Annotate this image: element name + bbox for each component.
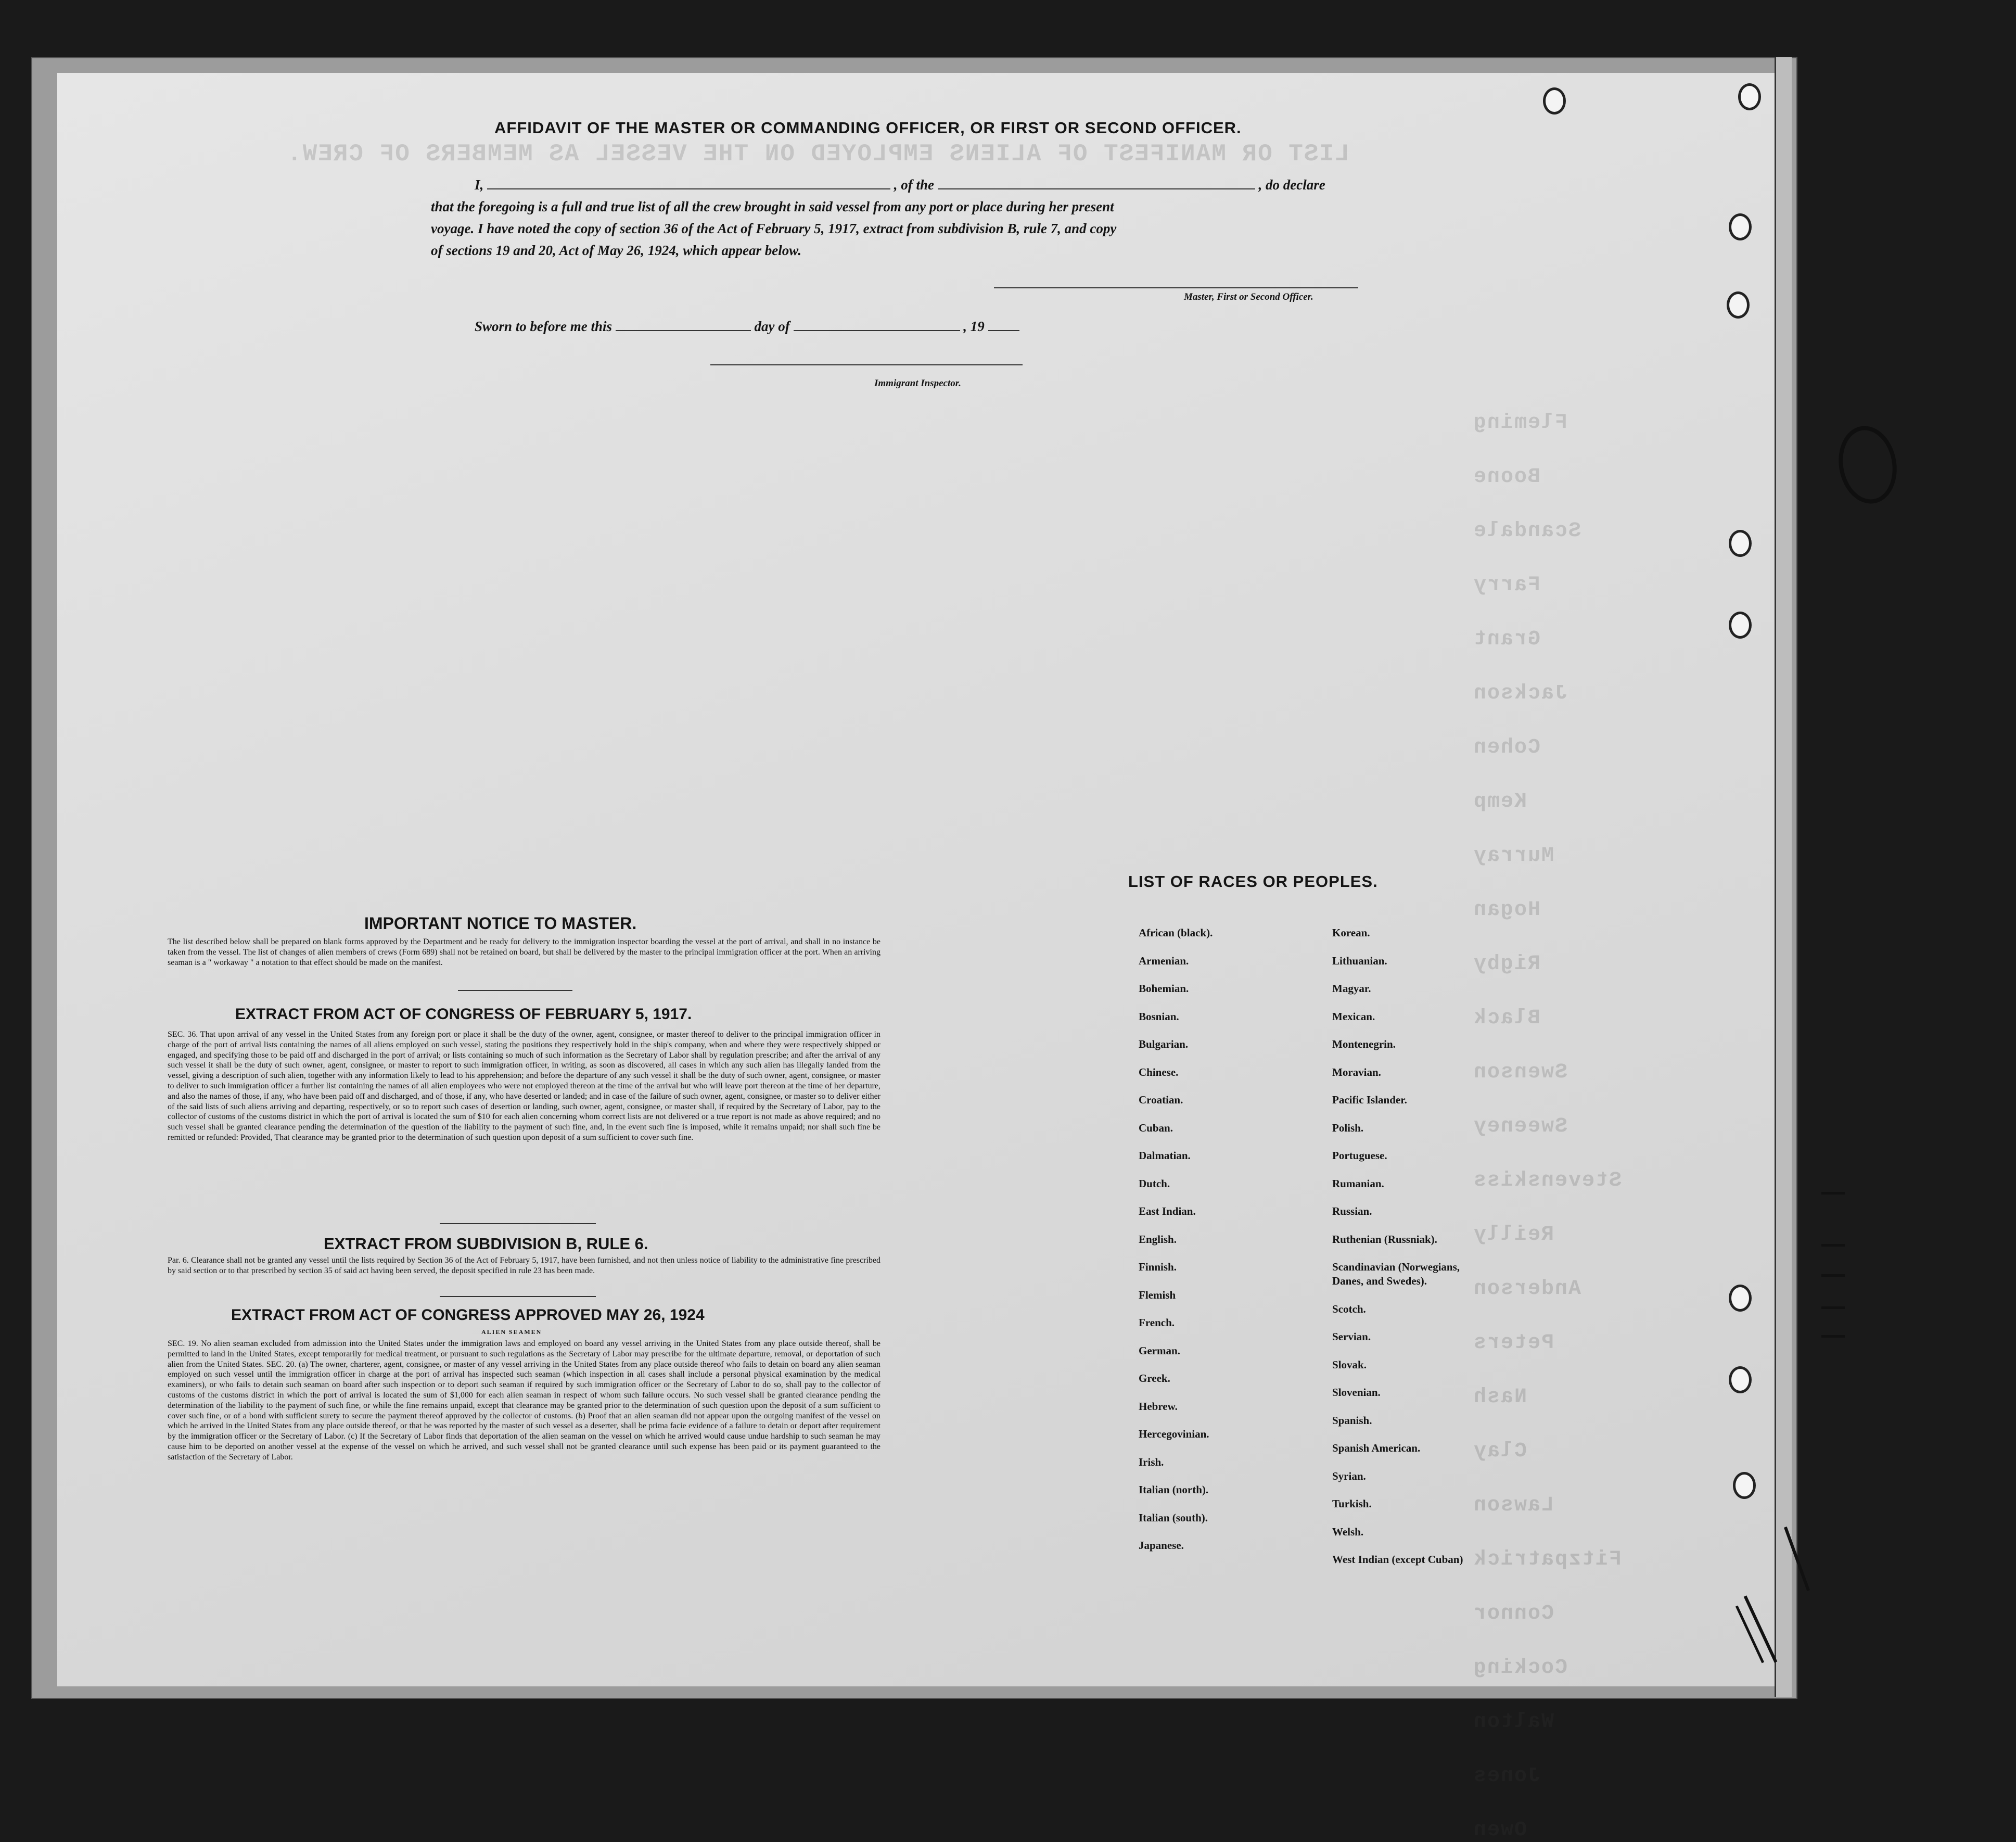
race-item: Mexican. [1332,1010,1375,1023]
race-item: Dutch. [1139,1177,1170,1190]
affidavit-line-1 [475,177,1325,193]
race-item: Montenegrin. [1332,1038,1396,1050]
divider [440,1223,596,1224]
race-item: Bohemian. [1139,982,1189,995]
divider [458,990,572,991]
bleedthrough-name: Murray [1473,844,1554,868]
sworn-month-field[interactable] [794,319,960,331]
race-item: Flemish [1139,1288,1176,1301]
sworn-line [475,319,1019,335]
bleedthrough-name: Sweeney [1473,1115,1568,1138]
race-item: Dalmatian. [1139,1149,1191,1162]
race-item: Italian (south). [1139,1511,1208,1524]
punch-hole [1729,612,1752,639]
declarant-name-field[interactable] [487,177,890,189]
bleedthrough-name: Owen [1473,1819,1527,1842]
extract-1917-body: SEC. 36. That upon arrival of any vessel in the United States from any foreign port or place it shall be the duty of the owner, agent, consignee, or master thereof to deliver to the principal immigration officer in charge of the port of arrival lists containing the names of all aliens employed on such vessel, stating the positions they respectively hold in the ship's company, when and where they were respectively shipped or engaged, and specifying those to be paid off and discharged in the port of arrival; or lists containing so much of such information as the Secretary of Labor shall by regulation prescribe; and after the arrival of any such vessel it shall be the duty of such owner, agent, consignee, or master to report to such immigration officer, in writing, as soon as discovered, all cases in which any such alien has illegally landed from the vessel, giving a description of such alien, together with any information likely to lead to his apprehension; and before the departure of any such vessel it shall be the duty of such owner, agent, consignee, or master to deliver to such immigration officer a further list containing the names of all alien employees who were not employed thereon at the time of the arrival but who will leave port thereon at the time of her departure, and also the names of those, if any, who have been paid off and discharged, and of those, if any, who have deserted or landed; and in case of the failure of such owner, agent, consignee, or master so to deliver either of the said lists of such aliens arriving and departing, respectively, or so to report such cases of desertion or landing, such owner, agent, consignee, or master shall, if required by the Secretary of Labor, pay to the collector of customs of the customs district in which the port of arrival is located the sum of $10 for each alien concerning whom correct lists are not delivered or a true report is not made as above required; and no such vessel shall be granted clearance pending the determination of the question of the liability to the payment of such fine, and, in the event such fine is imposed, while it remains unpaid; nor shall such fine be remitted or refunded: Provided, That clearance may be granted prior to the determination of such question upon deposit of a sum sufficient to cover such fine. [168,1030,881,1142]
rule6-title: EXTRACT FROM SUBDIVISION B, RULE 6. [324,1235,648,1253]
bleedthrough-name: Connor [1473,1602,1554,1625]
bleedthrough-name: Fitzpatrick [1473,1548,1622,1571]
tally-mark [1821,1306,1845,1309]
bleedthrough-name: Peters [1473,1331,1554,1355]
race-item: Korean. [1332,926,1370,939]
bleedthrough-name: Reilly [1473,1223,1554,1247]
bleedthrough-name: Walton [1473,1710,1554,1734]
race-item: Polish. [1332,1121,1364,1134]
affidavit-line-3: voyage. I have noted the copy of section 36 of the Act of February 5, 1917, extract from subdivision B, rule 7, and copy [431,221,1117,236]
race-item: Scandinavian (Norwegians, [1332,1261,1460,1273]
race-item: Cuban. [1139,1121,1173,1134]
race-item: Portuguese. [1332,1149,1387,1162]
race-item: Magyar. [1332,982,1371,995]
race-item: Lithuanian. [1332,954,1387,967]
bleedthrough-name: Boone [1473,465,1541,489]
bleedthrough-name: Jackson [1473,682,1568,705]
race-item: Bosnian. [1139,1010,1179,1023]
race-item: Welsh. [1332,1525,1364,1538]
bleedthrough-name: Black [1473,1007,1541,1030]
punch-hole [1738,83,1761,110]
extract-1924-title: EXTRACT FROM ACT OF CONGRESS APPROVED MAY 26, 1924 [231,1306,705,1324]
master-signature-field[interactable] [994,287,1358,288]
affidavit-line-2: that the foregoing is a full and true list of all the crew brought in said vessel from any port or place during her present [431,199,1114,214]
race-item: Russian. [1332,1205,1372,1217]
bleedthrough-name: Farry [1473,574,1541,597]
race-item: Italian (north). [1139,1483,1209,1496]
bleedthrough-name: Rigby [1473,952,1541,976]
divider [440,1296,596,1297]
tally-mark [1821,1335,1845,1338]
race-item: Syrian. [1332,1469,1366,1482]
extract-1924-body: SEC. 19. No alien seaman excluded from admission into the United States under the immigration laws and employed on board any vessel arriving in the United States from any place outside thereof, shall be permitted to land in the United States, except temporarily for medical treatment, or pursuant to such regulations as the Secretary of Labor may prescribe for the ultimate departure, removal, or deportation of such alien from the United States. SEC. 20. (a) The owner, charterer, agent, consignee, or master of any vessel arriving in the United States from any place outside thereof who fails to detain on board any alien seaman employed on such vessel until the immigration officer in charge at the port of arrival has inspected such seaman (which inspection in all cases shall include a personal physical examination by the medical examiners), or who fails to detain such seaman on board after such inspection or to deport such seaman if required by such immigration officer or the Secretary of Labor to do so, shall pay to the collector of customs of the customs district in which the port of arrival is located the sum of $1,000 for each alien seaman in respect of whom such failure occurs. No such vessel shall be granted clearance pending the determination of the liability to the payment of such fine, or while the fine remains unpaid, except that clearance may be granted prior to the determination of such question upon the deposit of a sum sufficient to cover such fine, or of a bond with sufficient surety to secure the payment thereof approved by the collector of customs. (b) Proof that an alien seaman did not appear upon the outgoing manifest of the vessel on which he arrived in the United States from any place outside thereof, or that he was reported by the master of such vessel as a deserter, shall be prima facie evidence of a failure to detain or deport after requirement by the immigration officer or the Secretary of Labor. (c) If the Secretary of Labor finds that deportation of the alien seaman on the vessel on which he arrived would cause undue hardship to such seaman he may cause him to be deported on another vessel at the expense of the vessel on which he arrived, and such vessel shall not be granted clearance until such expense has been paid or its payment guaranteed to the satisfaction of the Secretary of Labor. [168,1339,881,1462]
races-title: LIST OF RACES OR PEOPLES. [1128,872,1378,891]
handwritten-zero-mark [1833,422,1903,509]
race-item: Armenian. [1139,954,1189,967]
inspector-caption: Immigrant Inspector. [874,378,961,389]
race-item: Moravian. [1332,1065,1381,1078]
bleedthrough-heading: LIST OR MANIFEST OF ALIENS EMPLOYED ON THE VESSEL AS MEMBERS OF CREW. [286,141,1349,168]
declarant-label: I, [475,177,484,193]
race-item: Scotch. [1332,1302,1366,1315]
bleedthrough-name: Cocking [1473,1656,1568,1680]
sworn-year-field[interactable] [988,319,1019,331]
punch-hole [1729,1366,1752,1393]
bleedthrough-name: Kemp [1473,790,1527,814]
race-item: African (black). [1139,926,1213,939]
race-item: English. [1139,1233,1177,1246]
race-item: Japanese. [1139,1539,1184,1552]
bleedthrough-name: Swenson [1473,1061,1568,1084]
punch-hole [1729,1285,1752,1312]
tally-mark [1821,1274,1845,1277]
race-item: Bulgarian. [1139,1038,1189,1050]
race-item: Slovak. [1332,1358,1367,1371]
notice-title: IMPORTANT NOTICE TO MASTER. [364,914,637,933]
bleedthrough-name: Grant [1473,628,1541,651]
bleedthrough-name: Hogan [1473,898,1541,922]
tally-mark [1821,1244,1845,1247]
race-item: West Indian (except Cuban) [1332,1553,1463,1566]
race-item: Servian. [1332,1330,1371,1343]
punch-hole [1729,213,1752,240]
bleedthrough-name: Jones [1473,1764,1541,1788]
race-item: Irish. [1139,1455,1164,1468]
bleedthrough-name: Scandale [1473,519,1581,543]
inspector-signature-field[interactable] [710,364,1023,365]
declare-label: , do declare [1258,177,1325,193]
punch-hole [1543,87,1566,115]
tally-mark [1821,1192,1845,1195]
bleedthrough-name: Anderson [1473,1277,1581,1301]
race-item: Croatian. [1139,1094,1183,1106]
race-item: Chinese. [1139,1065,1179,1078]
extract-1924-subtitle: ALIEN SEAMEN [481,1328,542,1336]
race-item: Spanish. [1332,1414,1372,1427]
master-caption: Master, First or Second Officer. [1184,291,1313,302]
day-of-label: day of [754,319,790,334]
race-item: French. [1139,1316,1175,1329]
race-item: Finnish. [1139,1261,1177,1273]
bleedthrough-name: Cohen [1473,736,1541,759]
sworn-day-field[interactable] [616,319,751,331]
punch-hole [1727,291,1750,319]
year-label: , 19 [963,319,985,334]
rule6-body: Par. 6. Clearance shall not be granted any vessel until the lists required by Section 36 of the Act of February 5, 1917, have been furnished, and not then unless notice of liability to the administrative fine prescribed by said section or to that prescribed by section 35 of said act having been served, the deposit specified in rule 23 has been made. [168,1256,881,1275]
race-item: East Indian. [1139,1205,1196,1217]
extract-1917-title: EXTRACT FROM ACT OF CONGRESS OF FEBRUARY 5, 1917. [235,1006,692,1023]
race-item: Spanish American. [1332,1442,1421,1454]
race-item: Greek. [1139,1372,1170,1384]
race-item: Pacific Islander. [1332,1094,1407,1106]
bleedthrough-name: Lawson [1473,1494,1554,1517]
vessel-name-field[interactable] [938,177,1255,189]
race-item: Rumanian. [1332,1177,1384,1190]
race-item: German. [1139,1344,1180,1357]
punch-hole [1729,530,1752,557]
race-item: Hercegovinian. [1139,1428,1209,1440]
page-edge [1775,57,1792,1697]
vessel-label: , of the [894,177,935,193]
bleedthrough-name: Nash [1473,1386,1527,1409]
bleedthrough-name: Fleming [1473,411,1568,435]
affidavit-line-4: of sections 19 and 20, Act of May 26, 1924, which appear below. [431,243,801,258]
notice-body: The list described below shall be prepared on blank forms approved by the Department and be ready for delivery to the immigration inspector boarding the vessel at the port of arrival, and shall in no instance be taken from the vessel. The list of changes of alien members of crews (Form 689) shall not be retained on board, but shall be delivered by the master to the principal immigration officer at the port. When an arriving seaman is a " workaway " a notation to that effect should be made on the manifest. [168,937,881,967]
punch-hole [1733,1472,1756,1499]
bleedthrough-name: Clay [1473,1440,1527,1463]
race-item: Hebrew. [1139,1400,1178,1413]
race-item: Turkish. [1332,1497,1372,1510]
race-item: Danes, and Swedes). [1332,1275,1427,1287]
bleedthrough-name: Stevenskiss [1473,1169,1622,1192]
affidavit-title: AFFIDAVIT OF THE MASTER OR COMMANDING OFFICER, OR FIRST OR SECOND OFFICER. [494,119,1242,137]
sworn-label: Sworn to before me this [475,319,613,334]
race-item: Ruthenian (Russniak). [1332,1233,1437,1246]
race-item: Slovenian. [1332,1386,1381,1399]
